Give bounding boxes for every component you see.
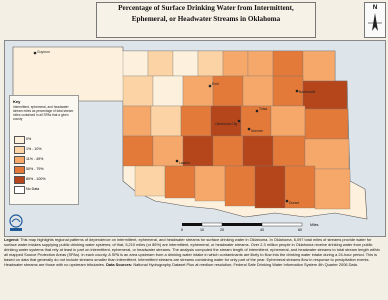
data-sources-text: National Hydrography Dataset Plus at medium resolution; Federal Safe Drinking Water Information System 4th Quarter 2006 Data. [133,262,358,267]
north-arrow [364,2,386,38]
scale-label-60: 60 [298,228,302,232]
legend-class-5 [14,186,76,192]
legend-text-label: Legend: [4,237,20,242]
map-title-line-1: Percentage of Surface Drinking Water from Intermittent, [118,4,294,12]
legend-class-4 [14,176,76,182]
city-label-tulsa: Tulsa [259,107,268,111]
legend-label: 1% - 10% [26,147,42,151]
legend-swatch [14,156,25,164]
legend-swatch [14,136,25,144]
legend-label: 80% - 100% [26,177,46,181]
scale-label-40: 40 [260,228,264,232]
map-footer [4,237,380,267]
county-shading [123,51,350,209]
legend-heading: Key [13,99,21,104]
legend-class-2 [14,156,76,162]
legend-swatch [14,146,25,154]
legend-label: No Data [26,187,40,191]
city-label-durant: Durant [289,201,300,205]
legend-text: This map highlights regional patterns of dependence on intermittent, ephemeral, and headwater streams for surface drinking water in Oklahoma. In Oklahoma, 6,097 total miles of streams provide water for surface water intakes supplying public drinking water systems; of that, 5,210 miles (or 85%) are intermittent, ephemeral, or headwater streams. Over 2.3 million people in Oklahoma receive drinking water from public drinking water systems that rely at least in part on intermittent, ephemeral, or headwater streams. The analysis computed the stream length of intermittent, ephemeral, and headwater streams to total stream length within all mapped Source Protection Areas (SPAs). In each county, A SPA is an area upstream from a drinking water intake in which contaminants are likely to flow into the drinking water intake during a 24-hour period. This is based on data that generally do not include streams smaller than intermittent. Intermittent streams are streams containing water for only part of the year. Ephemeral streams flow in response to precipitation events. Headwater streams are those with no upstream tributaries. [4,237,380,267]
legend-description: Intermittent, ephemeral, and headwater stream miles as percentage of total stream miles contained in all SPAs that a given county [13,105,74,121]
legend-class-3 [14,166,76,172]
legend-swatch [14,186,25,194]
city-label-norman: Norman [251,129,264,133]
scale-label-0: 0 [181,228,183,232]
legend-label: 0% [26,137,32,141]
city-label-guymon: Guymon [37,50,50,54]
map-title-box [96,2,316,38]
city-label-oklahoma-city: Oklahoma City [215,122,238,126]
legend-class-0 [14,136,76,142]
city-label-bartlesville: Bartlesville [299,90,316,94]
epa-logo-icon [8,214,24,232]
legend-swatch [14,166,25,174]
map-frame [4,40,386,237]
legend-label: 50% - 79% [26,167,44,171]
map-title-line-2: Ephemeral, or Headwater Streams in Oklahoma [131,15,281,23]
legend-class-1 [14,146,76,152]
scale-unit: Miles [310,223,319,227]
legend-label: 11% - 49% [26,157,44,161]
north-label: N [372,5,378,11]
scale-label-10: 10 [200,228,204,232]
map-legend [9,95,79,205]
data-sources-label: Data Sources: [106,262,133,267]
city-label-lawton: Lawton [179,161,190,165]
legend-swatch [14,176,25,184]
city-label-enid: Enid [212,82,219,86]
scale-bar [180,219,340,233]
scale-label-20: 20 [220,228,224,232]
